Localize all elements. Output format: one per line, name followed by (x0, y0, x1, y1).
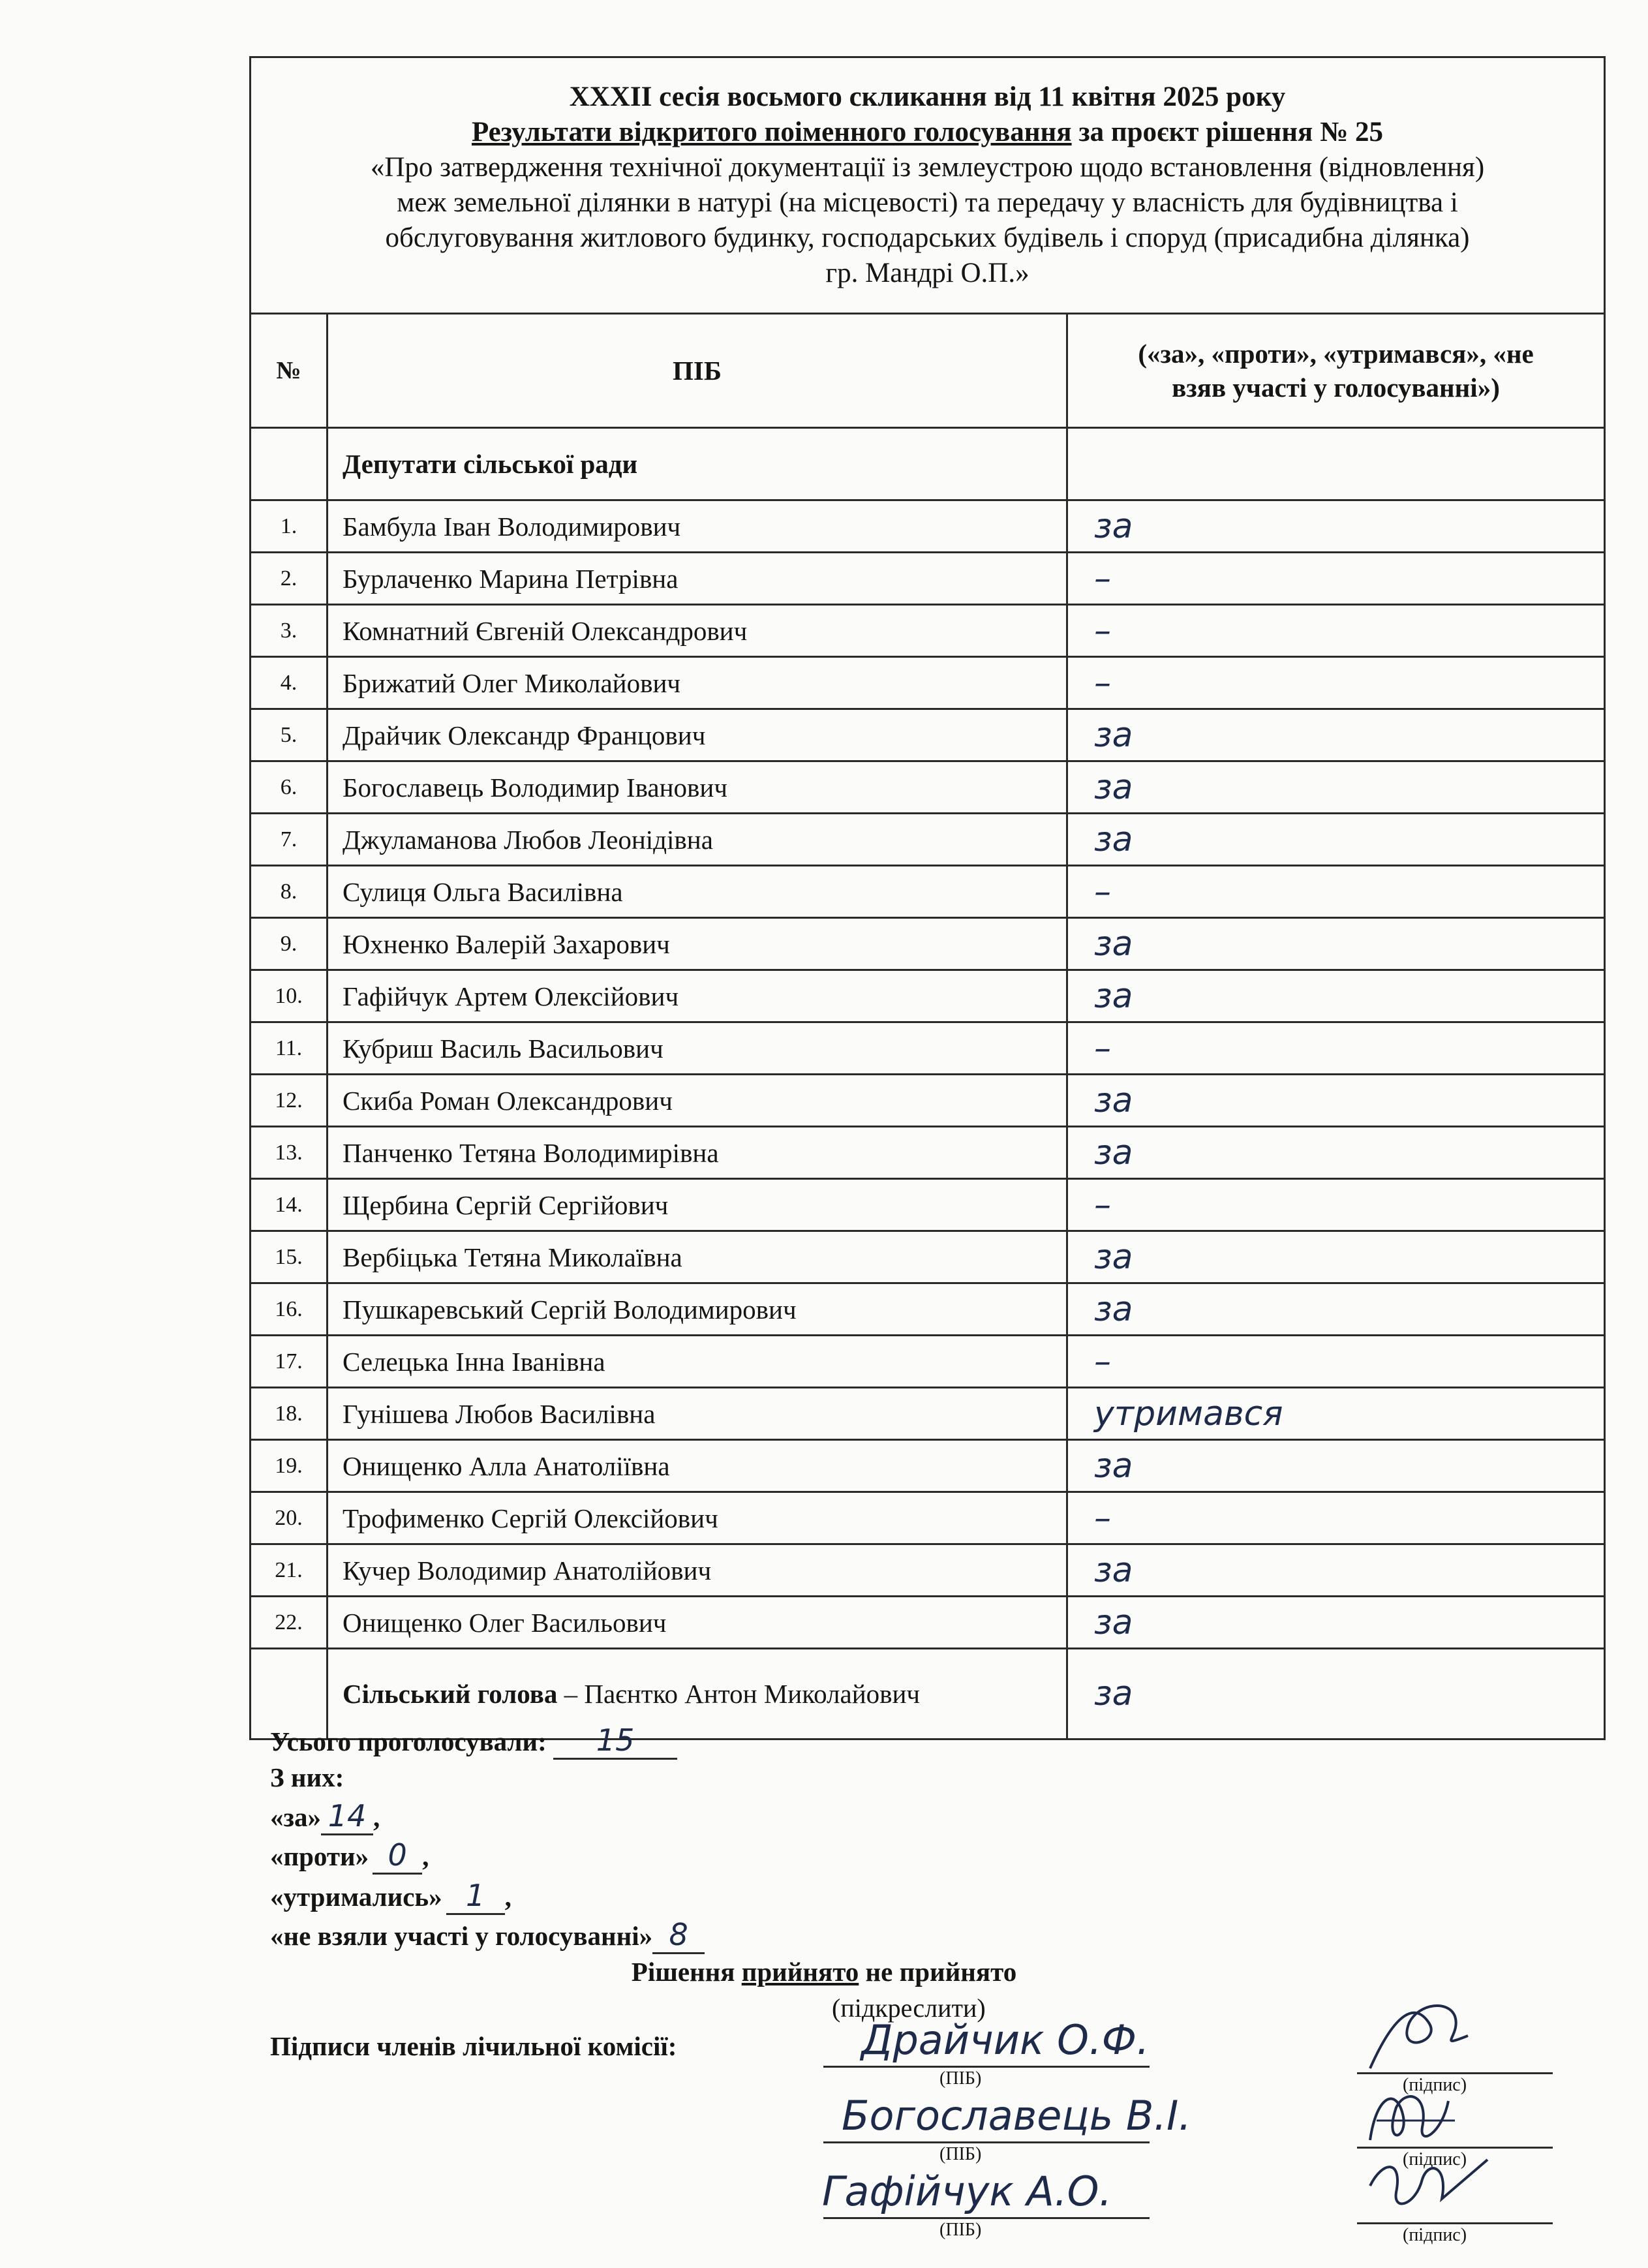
commission-label: Підписи членів лічильної комісії: (270, 2031, 677, 2061)
total-voted-line (270, 1723, 677, 1760)
section-label: Депутати сільської ради (328, 428, 1067, 500)
name-caption: (ПІБ) (939, 2068, 982, 2089)
deputy-vote: за (1067, 970, 1605, 1022)
deputy-vote: – (1067, 553, 1605, 605)
abstain-line: «утримались» 1 , (270, 1878, 511, 1915)
name-caption: (ПІБ) (939, 2144, 982, 2164)
deputy-number: 12. (251, 1075, 328, 1127)
deputy-name: Панченко Тетяна Володимирівна (328, 1127, 1067, 1179)
deputy-number: 1. (251, 500, 328, 553)
deputy-vote: за (1067, 814, 1605, 866)
deputy-number: 11. (251, 1022, 328, 1075)
deputy-name: Селецька Інна Іванівна (328, 1336, 1067, 1388)
name-caption: (ПІБ) (939, 2220, 982, 2240)
deputy-row (251, 1022, 1605, 1075)
deputy-row (251, 1544, 1605, 1597)
for-label: «за» (270, 1802, 321, 1832)
deputy-row (251, 1388, 1605, 1440)
deputy-number: 5. (251, 709, 328, 761)
signature-caption: (підпис) (1403, 2149, 1467, 2169)
of-them-label: З них: (270, 1762, 344, 1792)
deputy-number: 10. (251, 970, 328, 1022)
column-header-vote-line: («за», «проти», «утримався», «не (1138, 339, 1534, 369)
absent-value: 8 (652, 1917, 705, 1954)
absent-line (270, 1917, 705, 1954)
deputy-vote: за (1067, 1440, 1605, 1492)
deputy-row (251, 1336, 1605, 1388)
deputy-row (251, 657, 1605, 709)
deputy-vote: за (1067, 1075, 1605, 1127)
deputy-name: Комнатний Євгеній Олександрович (328, 605, 1067, 657)
deputy-number: 13. (251, 1127, 328, 1179)
results-title-rest: за проєкт рішення № 25 (1071, 117, 1384, 147)
commission-member-name: Гафійчук А.О. (822, 2168, 1112, 2215)
deputy-name: Онищенко Алла Анатоліївна (328, 1440, 1067, 1492)
deputy-name: Гунішева Любов Василівна (328, 1388, 1067, 1440)
column-header-row (251, 314, 1605, 428)
deputy-vote: – (1067, 866, 1605, 918)
deputy-name: Юхненко Валерій Захарович (328, 918, 1067, 970)
decision-prefix: Рішення (631, 1957, 742, 1987)
section-row (251, 428, 1605, 500)
deputy-vote: – (1067, 605, 1605, 657)
deputy-name: Кучер Володимир Анатолійович (328, 1544, 1067, 1597)
deputy-row (251, 761, 1605, 814)
deputy-name: Богославець Володимир Іванович (328, 761, 1067, 814)
deputy-row (251, 1440, 1605, 1492)
deputy-number: 15. (251, 1231, 328, 1283)
signature-1-icon (1357, 1997, 1488, 2081)
deputy-number: 18. (251, 1388, 328, 1440)
decision-title-line: меж земельної ділянки в натурі (на місцевості) та передачу у власність для будівництва і (397, 187, 1458, 218)
deputy-name: Бамбула Іван Володимирович (328, 500, 1067, 553)
section-number-cell (251, 428, 328, 500)
village-head-vote: за (1067, 1649, 1605, 1739)
name-line (823, 2217, 1150, 2219)
results-title-underlined: Результати відкритого поіменного голосування (471, 117, 1072, 147)
deputy-name: Скиба Роман Олександрович (328, 1075, 1067, 1127)
deputy-row (251, 866, 1605, 918)
commission-member-name: Драйчик О.Ф. (861, 2016, 1150, 2064)
deputy-vote: за (1067, 1544, 1605, 1597)
abstain-label: «утримались» (270, 1882, 442, 1912)
decision-accepted: прийнято (741, 1957, 859, 1987)
deputy-number: 20. (251, 1492, 328, 1544)
deputy-row (251, 1231, 1605, 1283)
deputy-number: 4. (251, 657, 328, 709)
deputy-name: Кубриш Василь Васильович (328, 1022, 1067, 1075)
deputy-vote: за (1067, 1597, 1605, 1649)
deputy-row (251, 1492, 1605, 1544)
signature-caption: (підпис) (1403, 2075, 1467, 2095)
against-value: 0 (373, 1837, 422, 1875)
commission-member-name: Богославець В.І. (842, 2092, 1192, 2139)
signature-caption: (підпис) (1403, 2225, 1467, 2245)
document-header (251, 57, 1605, 314)
deputy-name: Бурлаченко Марина Петрівна (328, 553, 1067, 605)
decision-title-line: гр. Мандрі О.П.» (825, 258, 1030, 288)
deputy-vote: за (1067, 1127, 1605, 1179)
section-vote-cell (1067, 428, 1605, 500)
deputy-row (251, 553, 1605, 605)
deputy-number: 17. (251, 1336, 328, 1388)
deputy-name: Онищенко Олег Васильович (328, 1597, 1067, 1649)
deputy-vote: за (1067, 918, 1605, 970)
deputy-name: Вербіцька Тетяна Миколаївна (328, 1231, 1067, 1283)
decision-line (0, 1956, 1648, 1987)
deputy-vote: – (1067, 1022, 1605, 1075)
name-line (823, 2141, 1150, 2143)
deputy-name: Драйчик Олександр Францович (328, 709, 1067, 761)
absent-label: «не взяли участі у голосуванні» (270, 1921, 653, 1951)
deputy-name: Брижатий Олег Миколайович (328, 657, 1067, 709)
deputy-row (251, 970, 1605, 1022)
deputy-row (251, 1127, 1605, 1179)
deputy-number: 2. (251, 553, 328, 605)
deputy-row (251, 500, 1605, 553)
deputy-number: 7. (251, 814, 328, 866)
deputy-number: 22. (251, 1597, 328, 1649)
deputy-name: Джуламанова Любов Леонідівна (328, 814, 1067, 866)
deputy-number: 16. (251, 1283, 328, 1336)
deputy-row (251, 1179, 1605, 1231)
deputy-vote: – (1067, 1336, 1605, 1388)
deputy-vote: – (1067, 657, 1605, 709)
column-header-name: ПІБ (328, 314, 1067, 428)
abstain-value: 1 (446, 1878, 505, 1915)
decision-title-line: «Про затвердження технічної документації із землеустрою щодо встановлення (відновлення) (370, 152, 1485, 183)
session-title: XXXII сесія восьмого скликання від 11 квітня 2025 року (569, 82, 1286, 112)
underline-hint: (підкреслити) (832, 1993, 986, 2023)
deputy-row (251, 605, 1605, 657)
for-value: 14 (321, 1798, 373, 1835)
for-line: «за» 14 , (270, 1798, 380, 1835)
deputy-vote: утримався (1067, 1388, 1605, 1440)
decision-title-line: обслуговування житлового будинку, господарських будівель і споруд (присадибна ділянка) (385, 222, 1470, 253)
deputy-row (251, 1283, 1605, 1336)
voting-results-table (249, 56, 1606, 1740)
deputy-name: Гафійчук Артем Олексійович (328, 970, 1067, 1022)
deputy-name: Пушкаревський Сергій Володимирович (328, 1283, 1067, 1336)
deputy-number: 3. (251, 605, 328, 657)
deputy-row (251, 1075, 1605, 1127)
village-head-name: – Паєнтко Антон Миколайович (557, 1679, 921, 1709)
total-voted-value: 15 (553, 1723, 677, 1760)
column-header-vote-line: взяв участі у голосуванні») (1172, 373, 1500, 403)
deputy-name: Сулиця Ольга Василівна (328, 866, 1067, 918)
column-header-number: № (251, 314, 328, 428)
deputy-vote: за (1067, 709, 1605, 761)
deputy-number: 14. (251, 1179, 328, 1231)
deputy-number: 9. (251, 918, 328, 970)
deputy-row (251, 1597, 1605, 1649)
signature-3-icon (1357, 2147, 1501, 2231)
column-header-vote (1067, 314, 1605, 428)
deputy-vote: – (1067, 1492, 1605, 1544)
total-voted-label: Усього проголосували: (270, 1726, 547, 1756)
deputy-number: 21. (251, 1544, 328, 1597)
deputy-number: 19. (251, 1440, 328, 1492)
results-title (271, 115, 1584, 150)
deputy-name: Трофименко Сергій Олексійович (328, 1492, 1067, 1544)
deputy-row (251, 814, 1605, 866)
deputy-vote: – (1067, 1179, 1605, 1231)
deputy-vote: за (1067, 1283, 1605, 1336)
village-head-label: Сільський голова (343, 1679, 558, 1709)
deputy-row (251, 918, 1605, 970)
name-line (823, 2066, 1150, 2068)
decision-rejected: не прийнято (859, 1957, 1017, 1987)
deputy-number: 6. (251, 761, 328, 814)
deputy-vote: за (1067, 761, 1605, 814)
deputy-vote: за (1067, 500, 1605, 553)
deputy-rows (251, 500, 1605, 1649)
deputy-number: 8. (251, 866, 328, 918)
against-label: «проти» (270, 1841, 369, 1871)
deputy-vote: за (1067, 1231, 1605, 1283)
deputy-name: Щербина Сергій Сергійович (328, 1179, 1067, 1231)
deputy-row (251, 709, 1605, 761)
against-line: «проти» 0 , (270, 1837, 429, 1875)
